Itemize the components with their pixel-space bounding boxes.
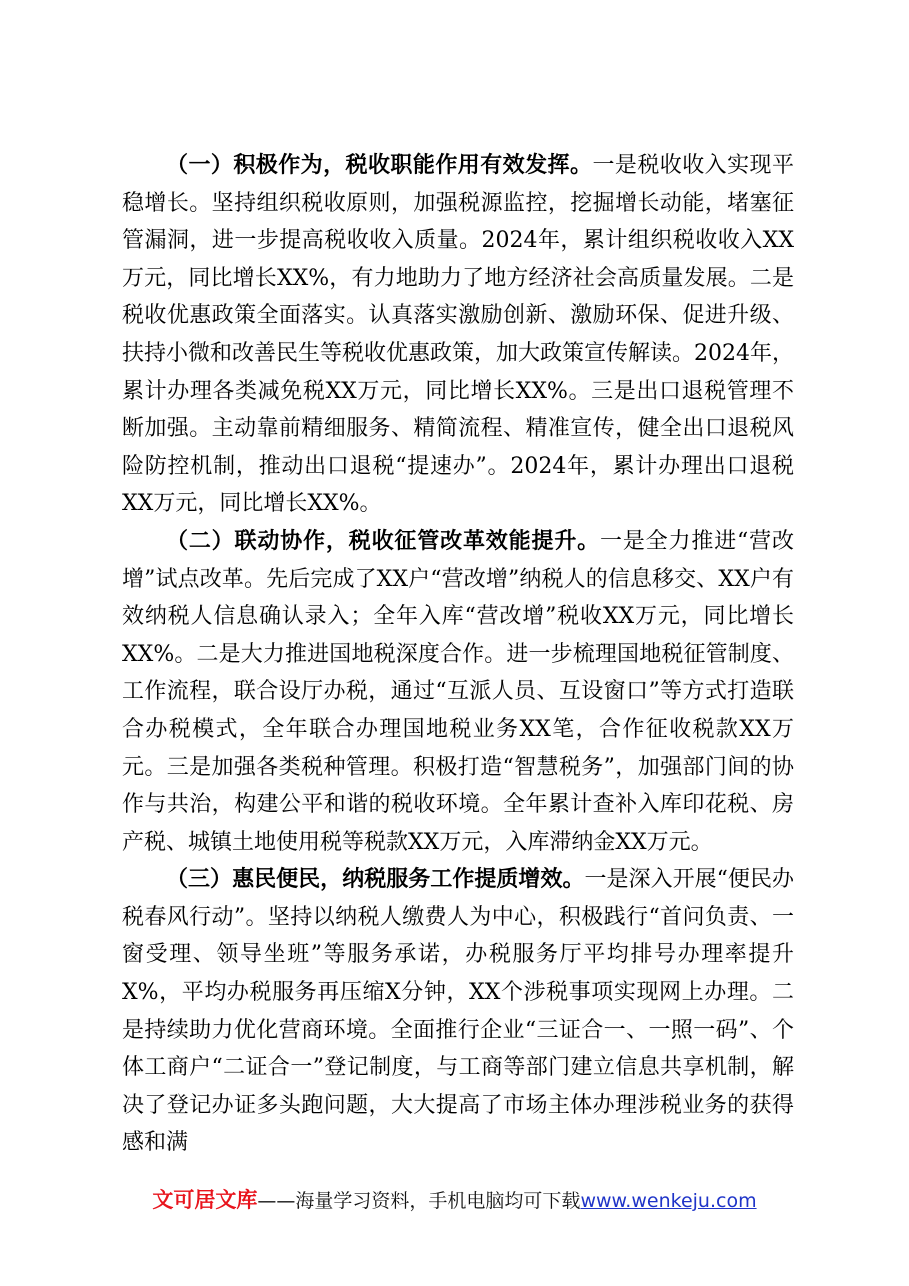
footer-tagline: ——海量学习资料，手机电脑均可下载 <box>257 1190 581 1212</box>
footer-banner <box>0 1184 909 1214</box>
document-body <box>122 147 794 1162</box>
section-1-paragraph <box>122 147 794 523</box>
section-3-text: 一是深入开展“便民办税春风行动”。坚持以纳税人缴费人为中心，积极践行“首问负责、一窗受理、领导坐班”等服务承诺，办税服务厅平均排号办理率提升X%，平均办税服务再压缩X分钟，XX个涉税事项实现网上办理。二是持续助力优化营商环境。全面推行企业“三证合一、一照一码”、个体工商户“二证合一”登记制度，与工商等部门建立信息共享机制，解决了登记办证多头跑问题，大大提高了市场主体办理涉税业务的获得感和满 <box>122 867 794 1156</box>
section-2-heading: （二）联动协作，税收征管改革效能提升。 <box>166 527 600 554</box>
footer-brand: 文可居文库 <box>152 1188 258 1212</box>
section-1-heading: （一）积极作为，税收职能作用有效发挥。 <box>166 152 593 178</box>
section-3-heading: （三）惠民便民，纳税服务工作提质增效。 <box>166 866 585 893</box>
section-2-text: 一是全力推进“营改增”试点改革。先后完成了XX户“营改增”纳税人的信息移交、XX户有效纳税人信息确认录入；全年入库“营改增”税收XX万元，同比增长XX%。二是大力推进国地税深度合作。进一步梳理国地税征管制度、工作流程，联合设厅办税，通过“互派人员、互设窗口”等方式打造联合办税模式，全年联合办理国地税业务XX笔，合作征收税款XX万元。三是加强各类税种管理。积极打造“智慧税务”，加强部门间的协作与共治，构建公平和谐的税收环境。全年累计查补入库印花税、房产税、城镇土地使用税等税款XX万元，入库滞纳金XX万元。 <box>122 528 794 855</box>
section-1-text: 一是税收收入实现平稳增长。坚持组织税收原则，加强税源监控，挖掘增长动能，堵塞征管漏洞，进一步提高税收收入质量。2024年，累计组织税收收入XX万元，同比增长XX%，有力地助力了地方经济社会高质量发展。二是税收优惠政策全面落实。认真落实激励创新、激励环保、促进升级、扶持小微和改善民生等税收优惠政策，加大政策宣传解读。2024年，累计办理各类减免税XX万元，同比增长XX%。三是出口退税管理不断加强。主动靠前精细服务、精简流程、精准宣传，健全出口退税风险防控机制，推动出口退税“提速办”。2024年，累计办理出口退税XX万元，同比增长XX%。 <box>122 153 794 517</box>
section-2-paragraph <box>122 523 794 861</box>
section-3-paragraph <box>122 861 794 1162</box>
footer-site-link[interactable]: www.wenkeju.com <box>580 1190 757 1212</box>
